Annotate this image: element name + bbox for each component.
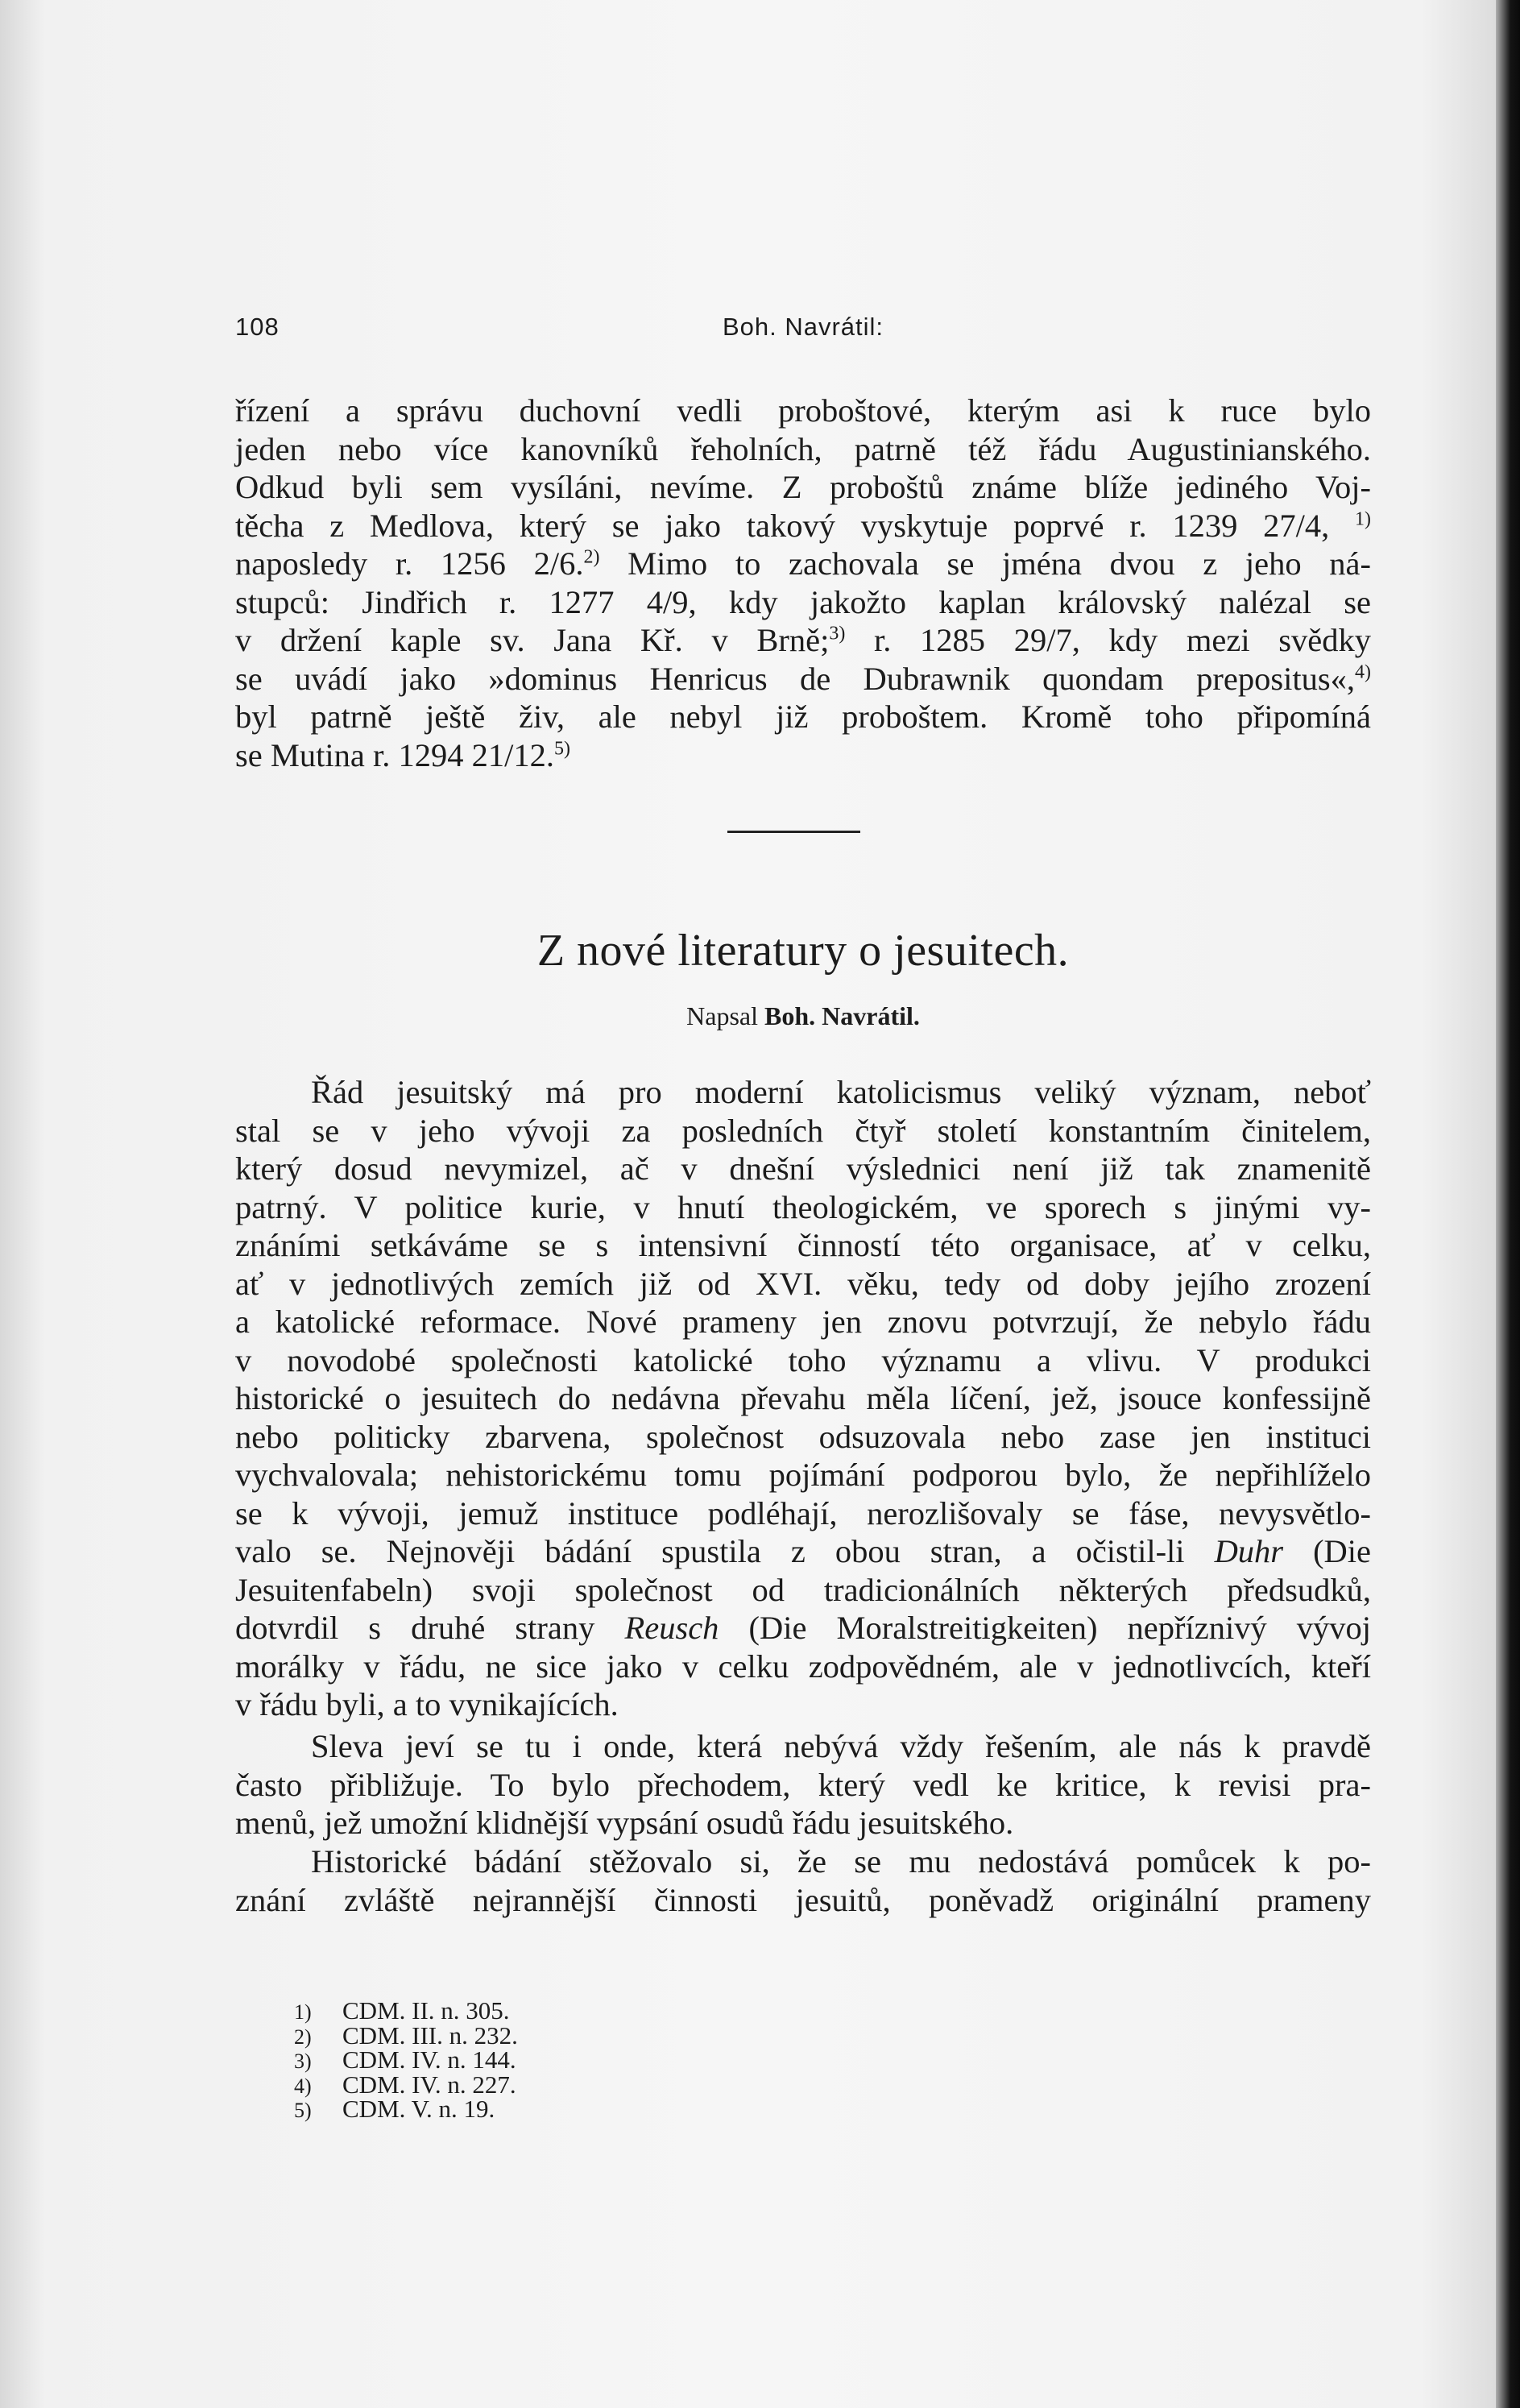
text-line xyxy=(235,1609,1371,1647)
byline xyxy=(235,1001,1371,1031)
running-title: Boh. Navrátil: xyxy=(722,313,884,341)
byline-prefix: Napsal xyxy=(686,1001,758,1030)
running-head xyxy=(235,313,1371,353)
text-line: Odkud byli sem vysíláni, nevíme. Z proboštů známe blíže jediného Voj- xyxy=(235,469,1371,505)
byline-author: Boh. Navrátil. xyxy=(764,1001,920,1030)
text-line xyxy=(235,507,1371,545)
footnote-ref: 1) xyxy=(1355,508,1371,529)
text-line: znání zvláště nejrannější činnosti jesuitů, poněvadž originální prameny xyxy=(235,1881,1371,1918)
text-fragment: valo se. Nejnověji bádání spustila z obou stran, a očistil-li xyxy=(235,1533,1185,1569)
text-line: menů, jež umožní klidnější vypsání osudů řádu jesuitského. xyxy=(235,1805,1014,1841)
text-fragment: v držení kaple sv. Jana Kř. v Brně; xyxy=(235,622,830,658)
text-fragment: (Die xyxy=(1313,1533,1372,1569)
article-paragraph-2 xyxy=(235,1727,1371,1842)
page-number: 108 xyxy=(235,313,280,341)
text-line: stupců: Jindřich r. 1277 4/9, kdy jakožto kaplan královský nalézal se xyxy=(235,583,1371,620)
text-line: Historické bádání stěžovalo si, že se mu nedostává pomůcek k po- xyxy=(311,1843,1371,1880)
text-line: byl patrně ještě živ, ale nebyl již proboštem. Kromě toho připomíná xyxy=(235,698,1371,735)
text-line: patrný. V politice kurie, v hnutí theologickém, ve sporech s jinými vy- xyxy=(235,1188,1371,1225)
footnote-text: CDM. II. n. 305. xyxy=(342,1996,510,2025)
footnote-ref: 2) xyxy=(583,546,600,568)
text-line: znáními setkáváme se s intensivní činností této organisace, ať v celku, xyxy=(235,1227,1371,1263)
footnote-mark: 4) xyxy=(294,2074,312,2098)
footnote-mark: 5) xyxy=(294,2099,312,2122)
footnote-mark: 2) xyxy=(294,2025,312,2049)
footnote-ref: 3) xyxy=(829,623,846,644)
footnote-text: CDM. III. n. 232. xyxy=(342,2020,518,2049)
text-line: vychvalovala; nehistorickému tomu pojímání podporou bylo, že nepřihlíželo xyxy=(235,1457,1371,1493)
footnotes xyxy=(294,1996,518,2123)
text-line: se k vývoji, jemuž instituce podléhají, nerozlišovaly se fáse, nevysvětlo- xyxy=(235,1494,1371,1531)
footnote-mark: 1) xyxy=(294,2000,312,2024)
text-line: morálky v řádu, ne sice jako v celku zodpovědném, ale v jednotlivcích, kteří xyxy=(235,1647,1371,1685)
footnote-text: CDM. V. n. 19. xyxy=(342,2095,495,2123)
text-line: a katolické reformace. Nové prameny jen znovu potvrzují, že nebylo řádu xyxy=(235,1303,1371,1340)
text-fragment: r. 1285 29/7, kdy mezi svědky xyxy=(874,622,1372,658)
text-line xyxy=(235,660,1371,698)
footnote-ref: 4) xyxy=(1355,661,1371,682)
article-paragraph-3 xyxy=(235,1842,1371,1919)
text-line: který dosud nevymizel, ač v dnešní výslednici není již tak znamenitě xyxy=(235,1150,1371,1187)
text-line: jeden nebo více kanovníků řeholních, patrně též řádu Augustinianského. xyxy=(235,430,1371,467)
footnote-mark: 3) xyxy=(294,2049,312,2073)
text-line xyxy=(235,621,1371,660)
text-line: nebo politicky zbarvena, společnost odsuzovala nebo zase jen instituci xyxy=(235,1418,1371,1455)
scan-edge-shadow xyxy=(1496,0,1520,2408)
text-fragment: (Die Moralstreitigkeiten) nepříznivý vývoj xyxy=(748,1610,1372,1646)
text-line: v řádu byli, a to vynikajících. xyxy=(235,1686,619,1722)
text-line: v novodobé společnosti katolické toho významu a vlivu. V produkci xyxy=(235,1341,1371,1378)
footnote-ref: 5) xyxy=(553,738,570,759)
text-line xyxy=(235,736,1371,775)
text-line: často přibližuje. To bylo přechodem, který vedl ke kritice, k revisi pra- xyxy=(235,1766,1371,1803)
text-fragment: těcha z Medlova, který se jako takový vyskytuje poprvé r. 1239 27/4, xyxy=(235,507,1330,544)
text-line xyxy=(235,545,1371,583)
article-title: Z nové literatury o jesuitech. xyxy=(536,926,1070,976)
text-line xyxy=(235,1532,1371,1571)
text-line: řízení a správu duchovní vedli proboštové, kterým asi k ruce bylo xyxy=(235,392,1371,429)
text-line: stal se v jeho vývoji za posledních čtyř století konstantním činitelem, xyxy=(235,1112,1371,1149)
text-fragment: naposledy r. 1256 2/6. xyxy=(235,545,584,582)
text-line: ať v jednotlivých zemích již od XVI. věku, tedy od doby jejího zrození xyxy=(235,1265,1371,1302)
text-line: Jesuitenfabeln) svoji společnost od tradicionálních některých předsudků, xyxy=(235,1571,1371,1608)
text-line: Řád jesuitský má pro moderní katolicismus veliký význam, neboť xyxy=(311,1074,1371,1110)
article-paragraph-1 xyxy=(235,1073,1371,1724)
text-fragment: dotvrdil s druhé strany xyxy=(235,1610,595,1646)
author-name-italic: Reusch xyxy=(624,1610,719,1646)
text-fragment: Mimo to zachovala se jména dvou z jeho ná- xyxy=(627,545,1371,582)
footnote-text: CDM. IV. n. 144. xyxy=(342,2045,516,2074)
author-name-italic: Duhr xyxy=(1214,1533,1284,1569)
section-end-paragraph xyxy=(235,392,1371,774)
text-line: Sleva jeví se tu i onde, která nebývá vždy řešením, ale nás k pravdě xyxy=(311,1728,1371,1764)
footnote-text: CDM. IV. n. 227. xyxy=(342,2070,516,2099)
text-fragment: se Mutina r. 1294 21/12. xyxy=(235,736,554,773)
text-fragment: se uvádí jako »dominus Henricus de Dubrawnik quondam prepositus«, xyxy=(235,660,1355,697)
section-divider xyxy=(727,831,860,833)
footnote xyxy=(294,2095,518,2123)
text-line: historické o jesuitech do nedávna převahu měla líčení, jež, jsouce konfessijně xyxy=(235,1380,1371,1416)
